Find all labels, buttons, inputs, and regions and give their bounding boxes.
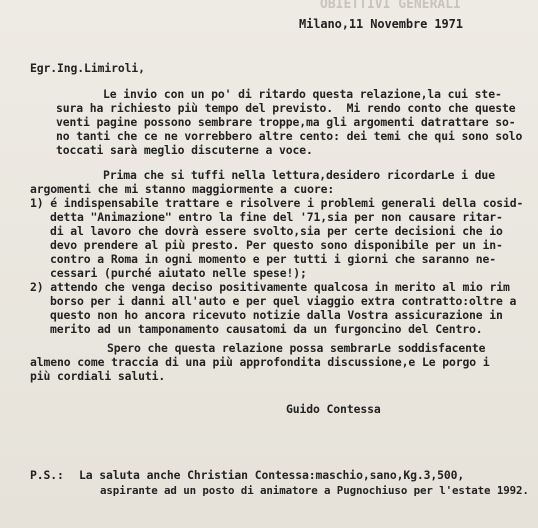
paragraph1-line: no tanti che ce ne vorrebbero altre cento: dei temi che qui sono solo (56, 129, 523, 143)
paragraph1-line: toccati sarà meglio discuterne a voce. (56, 143, 313, 157)
paragraph2-line: contro a Roma in ogni momento e per tutti i giorni che saranno ne- (50, 252, 497, 266)
paragraph1-line: sura ha richiesto più tempo del previsto. Mi rendo conto che queste (56, 101, 516, 115)
paragraph2-line: argomenti che mi stanno maggiormente a cuore: (30, 182, 335, 196)
signature: Guido Contessa (286, 402, 381, 416)
paragraph2-line: detta "Animazione" entro la fine del '71,sia per non causare ritar- (50, 210, 503, 224)
reverse-side-heading: OBIETTIVI GENERALI (320, 0, 461, 12)
paragraph1-line: Le invio con un po' di ritardo questa relazione,la cui ste- (103, 87, 502, 101)
paragraph3-line: almeno come traccia di una più approfondita discussione,e Le porgo i (30, 355, 490, 369)
paragraph2-line: di al lavoro che dovrà essere svolto,sia per certe decisioni che io (50, 224, 503, 238)
paragraph2-line: borso per i danni all'auto e per quel viaggio extra contratto:oltre a (50, 294, 517, 308)
paragraph2-line: questo non ho ancora ricevuto notizie dalla Vostra assicurazione in (50, 308, 503, 322)
paragraph2-line: 2) attendo che venga deciso positivamente qualcosa in merito al mio rim (30, 280, 510, 294)
letter-salutation: Egr.Ing.Limiroli, (30, 61, 145, 75)
postscript-line: aspirante ad un posto di animatore a Pugnochiuso per l'estate 1992. (100, 484, 529, 497)
paragraph2-line: devo prendere al più presto. Per questo sono disponibile per un in- (50, 238, 503, 252)
paragraph2-line: merito ad un tamponamento causatomi da un furgoncino del Centro. (50, 322, 483, 336)
paragraph3-line: Spero che questa relazione possa sembrarLe soddisfacente (107, 341, 486, 355)
paragraph2-line: cessari (purché aiutato nelle spese!); (50, 266, 307, 280)
paragraph3-line: più cordiali saluti. (30, 369, 166, 383)
postscript-label: P.S.: (30, 468, 64, 482)
paragraph2-line: 1) é indispensabile trattare e risolvere i problemi generali della cosid- (30, 196, 524, 210)
letter-date: Milano,11 Novembre 1971 (299, 17, 463, 31)
paragraph2-line: Prima che si tuffi nella lettura,desidero ricordarLe i due (103, 168, 495, 182)
postscript-line: La saluta anche Christian Contessa:maschio,sano,Kg.3,500, (79, 468, 465, 482)
paragraph1-line: venti pagine possono sembrare troppe,ma gli argomenti datrattare so- (56, 115, 516, 129)
